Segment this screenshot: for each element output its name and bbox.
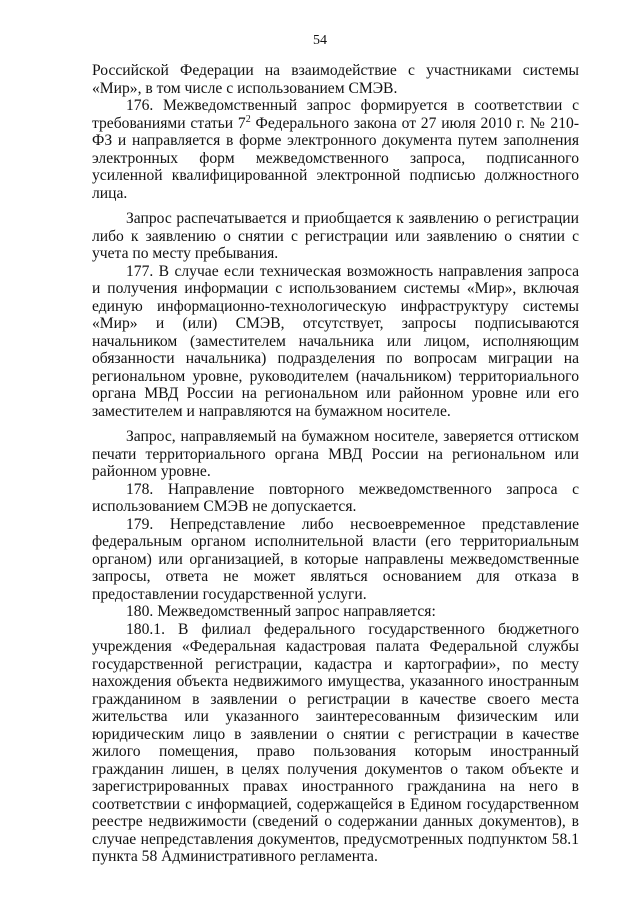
paragraph-177: 177. В случае если техническая возможность направления запроса и получения информации с использованием системы «Мир», включая единую информационно-технологическую инфраструктуру системы «Мир» и (или) СМЭВ, отсутствует, запросы подписываются начальником (заместителем начальника или лицом, исполняющим обязанности начальника) подразделения по вопросам миграции на региональном уровне, руководителем (начальником) территориального органа МВД России на региональном или районном уровне или его заместителем и направляются на бумажном носителе.: [92, 262, 579, 420]
paragraph-paper-request: Запрос, направляемый на бумажном носителе, заверяется оттиском печати территориального органа МВД России на региональном или районном уровне.: [92, 428, 579, 480]
paragraph-180-1: 180.1. В филиал федерального государственного бюджетного учреждения «Федеральная кадастровая палата Федеральной службы государственной регистрации, кадастра и картографии», по месту нахождения объекта недвижимого имущества, указанного иностранным гражданином в заявлении о регистрации в качестве своего места жительства или указанного заинтересованным физическим или юридическим лицо в заявлении о снятии с регистрации в качестве жилого помещения, право пользования которым иностранный гражданин лишен, в целях получения документов о таком объекте и зарегистрированных правах иностранного гражданина на него в соответствии с информацией, содержащейся в Едином государственном реестре недвижимости (сведений о содержании данных документов), в случае непредставления документов, предусмотренных подпунктом 58.1 пункта 58 Административного регламента.: [92, 620, 579, 865]
article-superscript: 2: [245, 113, 251, 125]
paragraph-continuation: Российской Федерации на взаимодействие с участниками системы «Мир», в том числе с использованием СМЭВ.: [92, 62, 579, 97]
paragraph-request-print: Запрос распечатывается и приобщается к заявлению о регистрации либо к заявлению о снятии с регистрации или заявлению о снятии с учета по месту пребывания.: [92, 210, 579, 262]
paragraph-178: 178. Направление повторного межведомственного запроса с использованием СМЭВ не допускается.: [92, 480, 579, 515]
page-number: 54: [313, 33, 327, 48]
paragraph-176-text-before: 176. Межведомственный запрос формируется в соответствии с требованиями статьи 7: [92, 97, 579, 132]
paragraph-180: 180. Межведомственный запрос направляется:: [126, 603, 436, 620]
paragraph-176-text-after: Федерального закона от 27 июля 2010 г. № 210-ФЗ и направляется в форме электронного документа путем заполнения электронных форм межведомственного запроса, подписанного усиленной квалифицированной электронной подписью должностного лица.: [92, 114, 580, 202]
document-body: [92, 62, 579, 866]
paragraph-179: 179. Непредставление либо несвоевременное представление федеральным органом исполнительной власти (его территориальным органом) или организацией, в которые направлены межведомственные запросы, ответа не может являться основанием для отказа в предоставлении государственной услуги.: [92, 515, 579, 603]
paragraph-176: [92, 97, 579, 202]
